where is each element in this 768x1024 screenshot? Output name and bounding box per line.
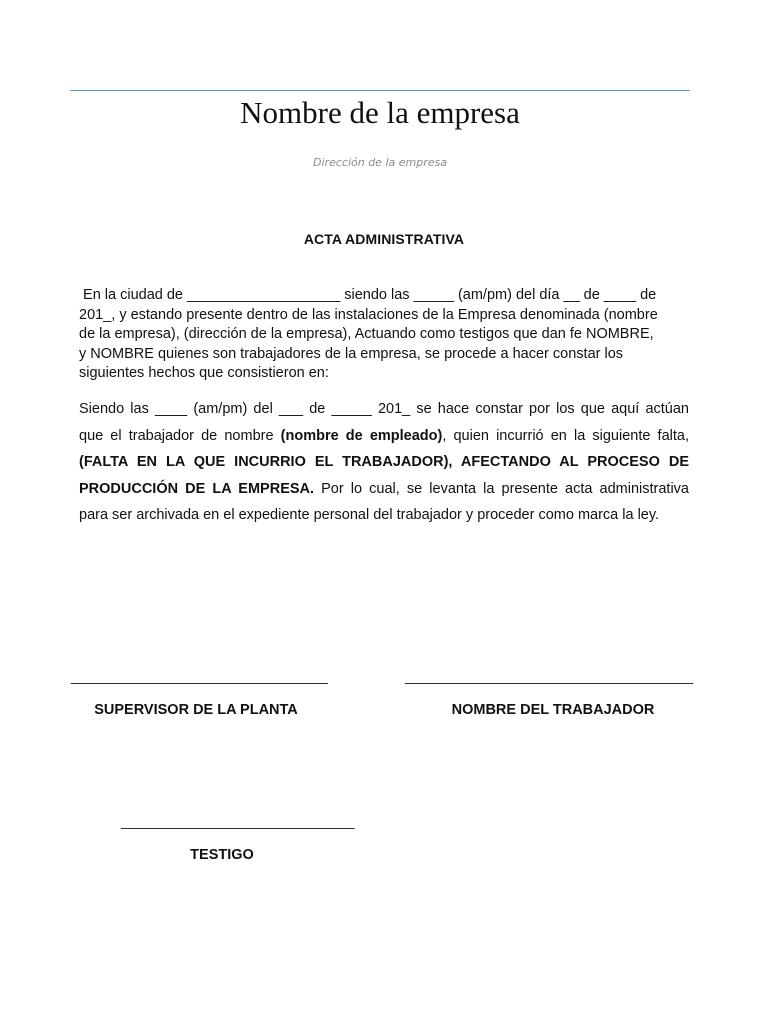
facts-text: , quien incurrió en la siguiente falta, bbox=[442, 427, 689, 444]
facts-line bbox=[79, 476, 689, 503]
facts-text: que el trabajador de nombre bbox=[79, 427, 281, 444]
intro-line: de la empresa), (dirección de la empresa), Actuando como testigos que dan fe NOMBRE, bbox=[79, 326, 654, 342]
worker-signature-label: NOMBRE DEL TRABAJADOR bbox=[451, 702, 655, 718]
witness-signature-line: ______________________________ bbox=[121, 813, 355, 829]
offense-description: (FALTA EN LA QUE INCURRIO EL TRABAJADOR), AFECTANDO AL PROCESO DE bbox=[79, 454, 689, 470]
facts-line: para ser archivada en el expediente personal del trabajador y proceder como marca la ley. bbox=[79, 507, 660, 523]
facts-text: Por lo cual, se levanta la presente acta administrativa bbox=[314, 480, 689, 497]
supervisor-signature-label: SUPERVISOR DE LA PLANTA bbox=[94, 702, 298, 718]
document-title: ACTA ADMINISTRATIVA bbox=[303, 231, 465, 247]
facts-line bbox=[79, 449, 689, 476]
offense-description: PRODUCCIÓN DE LA EMPRESA. bbox=[79, 480, 315, 497]
employee-name-placeholder: (nombre de empleado) bbox=[280, 427, 443, 444]
intro-paragraph bbox=[79, 286, 689, 384]
intro-line: y NOMBRE quienes son trabajadores de la empresa, se procede a hacer constar los bbox=[79, 345, 624, 362]
facts-line: Siendo las ____ (am/pm) del ___ de _____ 201_ se hace constar por los que aquí actúan bbox=[79, 401, 689, 417]
header-rule bbox=[70, 90, 690, 91]
witness-signature-label: TESTIGO bbox=[190, 847, 254, 863]
supervisor-signature-line: _________________________________ bbox=[71, 668, 328, 684]
intro-line: siguientes hechos que consistieron en: bbox=[79, 365, 329, 381]
worker-signature-line: _____________________________________ bbox=[405, 668, 694, 684]
facts-line bbox=[79, 423, 689, 450]
facts-paragraph bbox=[79, 396, 689, 529]
intro-line: 201_, y estando presente dentro de las instalaciones de la Empresa denominada (nombre bbox=[79, 306, 658, 323]
intro-line: En la ciudad de ___________________ siendo las _____ (am/pm) del día __ de ____ de bbox=[79, 287, 657, 303]
company-address: Dirección de la empresa bbox=[313, 156, 447, 169]
company-name: Nombre de la empresa bbox=[240, 95, 520, 130]
